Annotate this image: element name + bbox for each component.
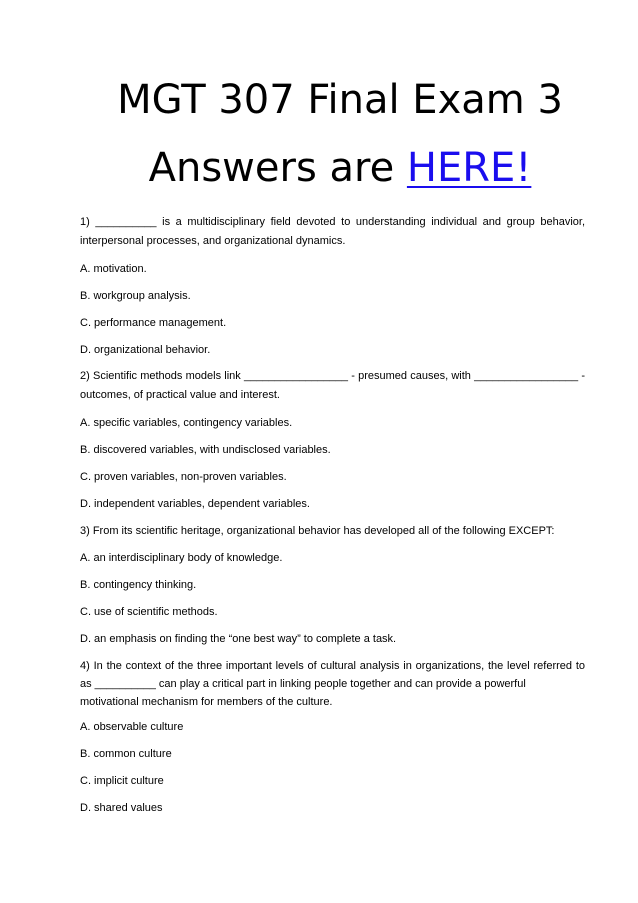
document-title-line-1: MGT 307 Final Exam 3 bbox=[117, 77, 563, 123]
question-4-stem-line-3: motivational mechanism for members of the culture. bbox=[80, 696, 333, 708]
title-prefix: Answers are bbox=[148, 145, 407, 191]
question-2-stem-line-2: outcomes, of practical value and interest. bbox=[80, 389, 280, 401]
question-1-option-d: D. organizational behavior. bbox=[80, 344, 211, 356]
question-3-option-b: B. contingency thinking. bbox=[80, 579, 197, 591]
question-4-option-a: A. observable culture bbox=[80, 721, 184, 733]
document-title-line-2 bbox=[90, 144, 590, 192]
question-3-option-c: C. use of scientific methods. bbox=[80, 606, 218, 618]
question-4-option-c: C. implicit culture bbox=[80, 775, 164, 787]
question-3-stem-line-1: 3) From its scientific heritage, organizational behavior has developed all of the following EXCEPT: bbox=[80, 525, 555, 537]
question-2-stem-line-1: 2) Scientific methods models link _________________ - presumed causes, with _________________ - bbox=[80, 370, 585, 382]
question-2-option-a: A. specific variables, contingency variables. bbox=[80, 417, 293, 429]
here-link[interactable]: HERE! bbox=[406, 145, 532, 191]
question-1-stem-line-2: interpersonal processes, and organizational dynamics. bbox=[80, 235, 346, 247]
question-1-option-c: C. performance management. bbox=[80, 317, 227, 329]
question-4-stem-line-1: 4) In the context of the three important levels of cultural analysis in organizations, the level referred to bbox=[80, 660, 585, 672]
question-4-option-d: D. shared values bbox=[80, 802, 163, 814]
question-2-option-b: B. discovered variables, with undisclosed variables. bbox=[80, 444, 331, 456]
question-1-option-b: B. workgroup analysis. bbox=[80, 290, 191, 302]
question-2-option-c: C. proven variables, non-proven variables. bbox=[80, 471, 287, 483]
question-1-stem-line-1: 1) __________ is a multidisciplinary field devoted to understanding individual and group behavior, bbox=[80, 216, 585, 228]
question-1-option-a: A. motivation. bbox=[80, 263, 147, 275]
question-4-option-b: B. common culture bbox=[80, 748, 172, 760]
question-4-stem-line-2: as __________ can play a critical part in linking people together and can provide a powerful bbox=[80, 678, 526, 690]
question-2-option-d: D. independent variables, dependent variables. bbox=[80, 498, 310, 510]
question-3-option-a: A. an interdisciplinary body of knowledge. bbox=[80, 552, 283, 564]
question-3-option-d: D. an emphasis on finding the “one best way” to complete a task. bbox=[80, 633, 397, 645]
